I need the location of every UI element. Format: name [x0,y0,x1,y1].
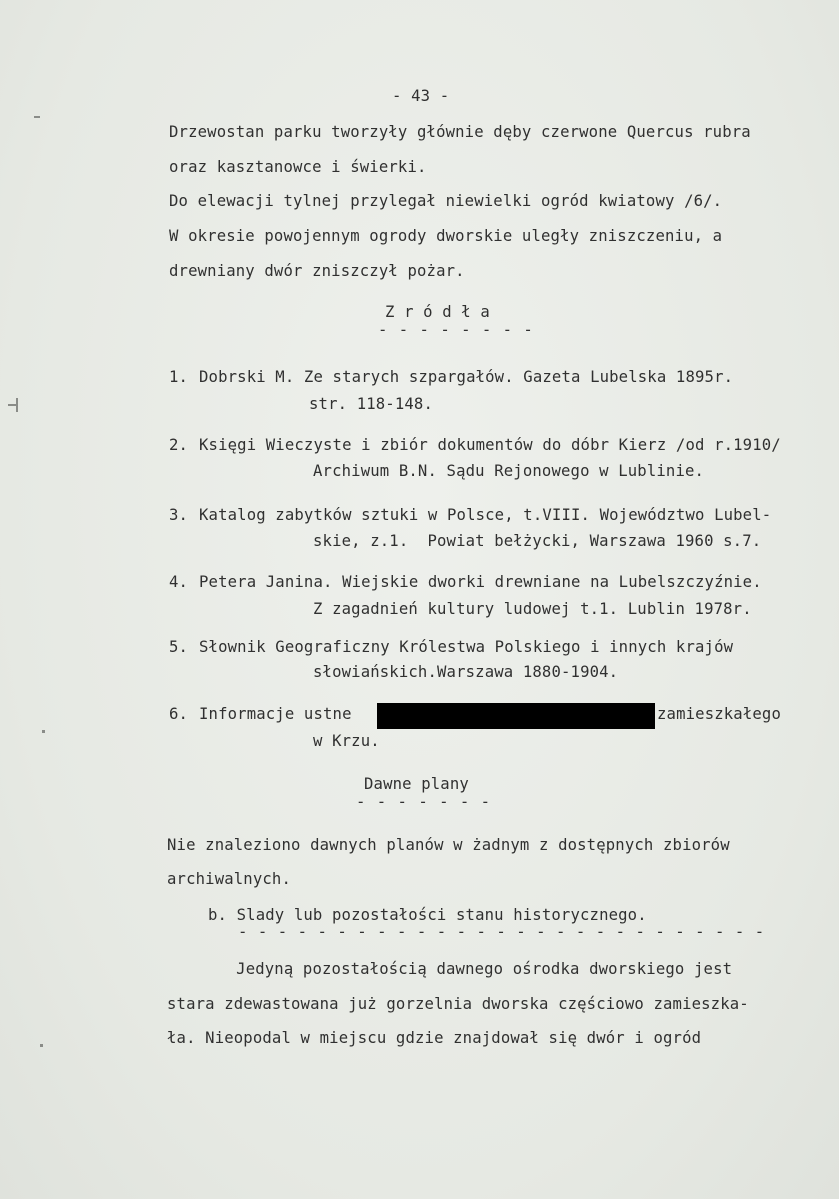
source-line: słowiańskich.Warszawa 1880-1904. [313,663,619,681]
paragraph-line: ła. Nieopodal w miejscu gdzie znajdował się dwór i ogród [167,1029,702,1047]
paragraph-line: Nie znaleziono dawnych planów w żadnym z dostępnych zbiorów [167,836,730,854]
source-line: Księgi Wieczyste i zbiór dokumentów do dóbr Kierz /od r.1910/ [199,436,781,454]
source-line: str. 118-148. [309,395,433,413]
redaction-bar [377,703,655,729]
source-number: 6. [169,705,189,723]
source-number: 4. [169,573,189,591]
plans-heading: Dawne plany [364,775,469,793]
source-line: w Krzu. [313,732,380,750]
paragraph-line: W okresie powojennym ogrody dworskie uległy zniszczeniu, a [169,227,723,245]
source-line: Petera Janina. Wiejskie dworki drewniane na Lubelszczyźnie. [199,573,762,591]
paragraph-line: oraz kasztanowce i świerki. [169,158,427,176]
source-line: skie, z.1. Powiat bełżycki, Warszawa 1960 s.7. [313,532,762,550]
paragraph-line: Jedyną pozostałością dawnego ośrodka dworskiego jest [198,960,733,978]
paragraph-line: drewniany dwór zniszczył pożar. [169,262,465,280]
section-b-heading: b. Slady lub pozostałości stanu historycznego. [208,906,647,924]
margin-mark [42,730,45,733]
paragraph-line: stara zdewastowana już gorzelnia dworska częściowo zamieszka- [167,995,749,1013]
margin-mark [34,116,40,118]
source-number: 1. [169,368,189,386]
sources-underline: - - - - - - - - [378,321,534,339]
source-line: zamieszkałego [657,705,781,723]
source-line: Dobrski M. Ze starych szpargałów. Gazeta Lubelska 1895r. [199,368,734,386]
sources-heading: Z r ó d ł a [385,303,490,321]
source-line: Archiwum B.N. Sądu Rejonowego w Lublinie. [313,462,705,480]
paragraph-line: Drzewostan parku tworzyły głównie dęby czerwone Quercus rubra [169,123,751,141]
source-number: 2. [169,436,189,454]
paragraph-line: archiwalnych. [167,870,291,888]
margin-mark [16,398,18,412]
page-number: - 43 - [392,87,450,105]
source-line: Informacje ustne [199,705,352,723]
plans-underline: - - - - - - - [356,793,492,811]
source-line: Słownik Geograficzny Królestwa Polskiego i innych krajów [199,638,734,656]
section-b-underline: - - - - - - - - - - - - - - - - - - - - - - - - - - - [238,923,765,941]
source-line: Z zagadnień kultury ludowej t.1. Lublin 1978r. [313,600,752,618]
margin-mark [40,1044,43,1047]
source-line: Katalog zabytków sztuki w Polsce, t.VIII. Województwo Lubel- [199,506,772,524]
source-number: 3. [169,506,189,524]
paragraph-line: Do elewacji tylnej przylegał niewielki ogród kwiatowy /6/. [169,192,723,210]
source-number: 5. [169,638,189,656]
